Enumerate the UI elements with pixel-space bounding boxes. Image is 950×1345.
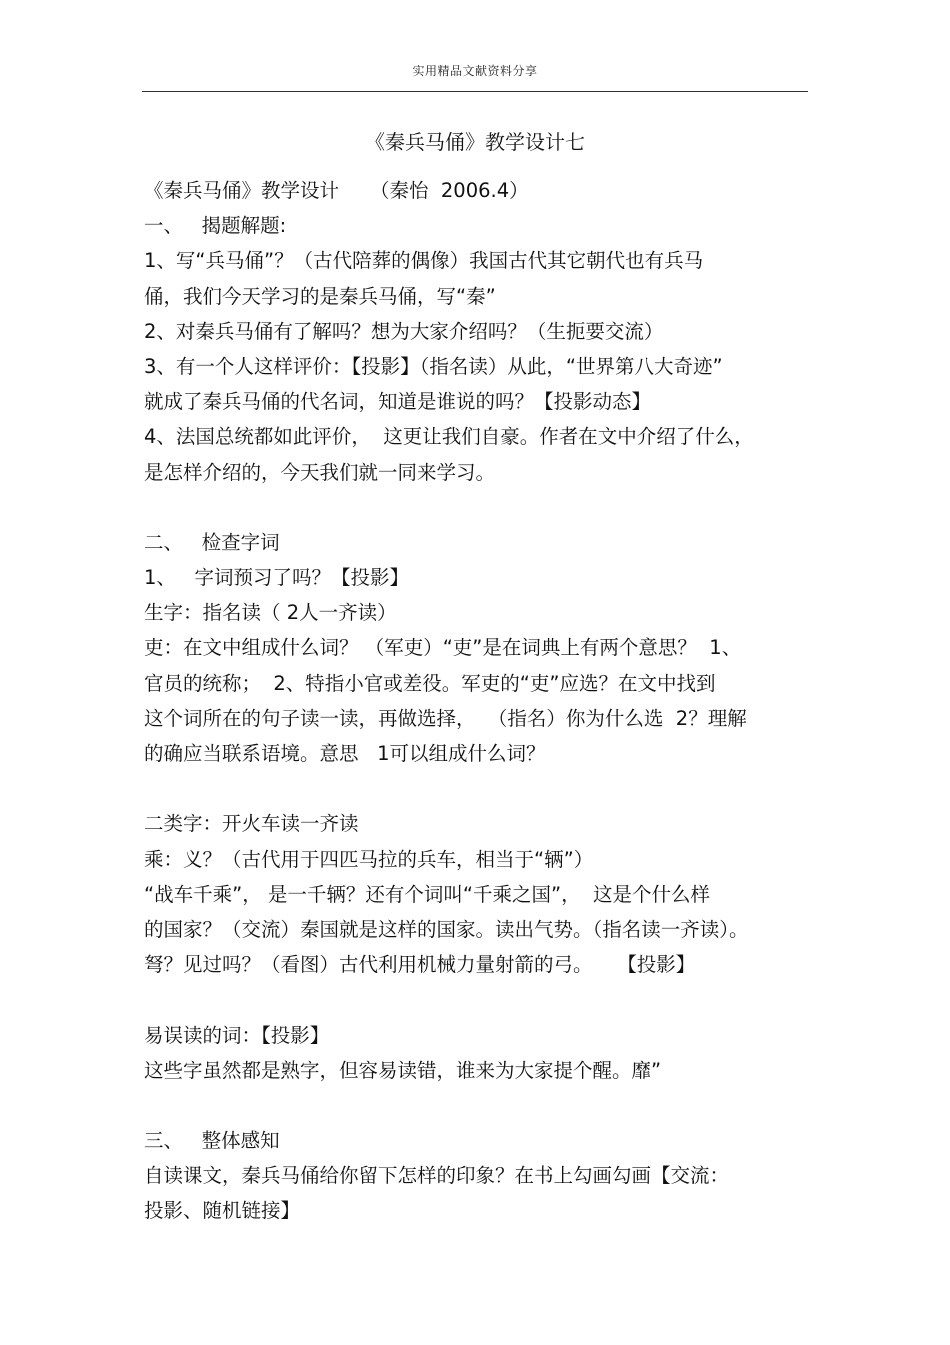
blank-line [144, 490, 808, 525]
document-title: 《秦兵马俑》教学设计七 [365, 130, 585, 154]
body-line: 这个词所在的句子读一读，再做选择， （指名）你为什么选 2？理解 [144, 706, 747, 730]
body-line: 易误读的词：【投影】 [144, 1023, 330, 1047]
body-line: 是怎样介绍的，今天我们就一同来学习。 [144, 460, 496, 484]
body-line: 俑，我们今天学习的是秦兵马俑，写“秦” [144, 284, 496, 308]
body-line: 二、 检查字词 [144, 530, 280, 554]
header-divider [142, 91, 808, 92]
body-line: 1、写“兵马俑”？（古代陪葬的偶像）我国古代其它朝代也有兵马 [144, 249, 704, 273]
body-line: “战车千乘”， 是一千辆？还有个词叫“千乘之国”， 这是个什么样 [144, 882, 711, 906]
body-line: 就成了秦兵马俑的代名词，知道是谁说的吗？【投影动态】 [144, 390, 652, 414]
body-line: 1、 字词预习了吗？【投影】 [144, 566, 410, 590]
body-line: 生字：指名读（ 2人一齐读） [144, 601, 397, 625]
body-line: 《秦兵马俑》教学设计 （秦怡 2006.4） [144, 179, 529, 202]
body-line: 这些字虽然都是熟字，但容易读错，谁来为大家提个醒。靡” [144, 1058, 662, 1082]
document-body [144, 173, 808, 1229]
blank-line [144, 982, 808, 1017]
body-line: 官员的统称； 2、特指小官或差役。军吏的“吏”应选？在文中找到 [144, 671, 716, 695]
body-line: 吏：在文中组成什么词？ （军吏）“吏”是在词典上有两个意思？ 1、 [144, 636, 742, 660]
body-line: 三、 整体感知 [144, 1129, 280, 1153]
body-line: 一、 揭题解题: [144, 214, 287, 238]
body-line: 的国家？（交流）秦国就是这样的国家。读出气势。（指名读一齐读）。 [144, 917, 749, 941]
body-line: 乘：义？（古代用于四匹马拉的兵车，相当于“辆”） [144, 847, 594, 871]
blank-line [144, 1088, 808, 1123]
body-line: 4、法国总统都如此评价， 这更让我们自豪。作者在文中介绍了什么， [144, 425, 754, 449]
body-line: 的确应当联系语境。意思 1可以组成什么词？ [144, 742, 546, 765]
page-header: 实用精品文献资料分享 [412, 64, 538, 78]
body-line: 投影、随机链接】 [144, 1199, 301, 1223]
body-line: 自读课文，秦兵马俑给你留下怎样的印象？在书上勾画勾画【交流： [144, 1164, 730, 1188]
body-line: 弩？见过吗？（看图）古代利用机械力量射箭的弓。 【投影】 [144, 953, 696, 977]
body-line: 二类字：开火车读一齐读 [144, 812, 359, 836]
body-line: 2、对秦兵马俑有了解吗？想为大家介绍吗？（生扼要交流） [144, 319, 664, 343]
body-line: 3、有一个人这样评价：【投影】（指名读）从此，“世界第八大奇迹” [144, 354, 723, 378]
blank-line [144, 771, 808, 806]
